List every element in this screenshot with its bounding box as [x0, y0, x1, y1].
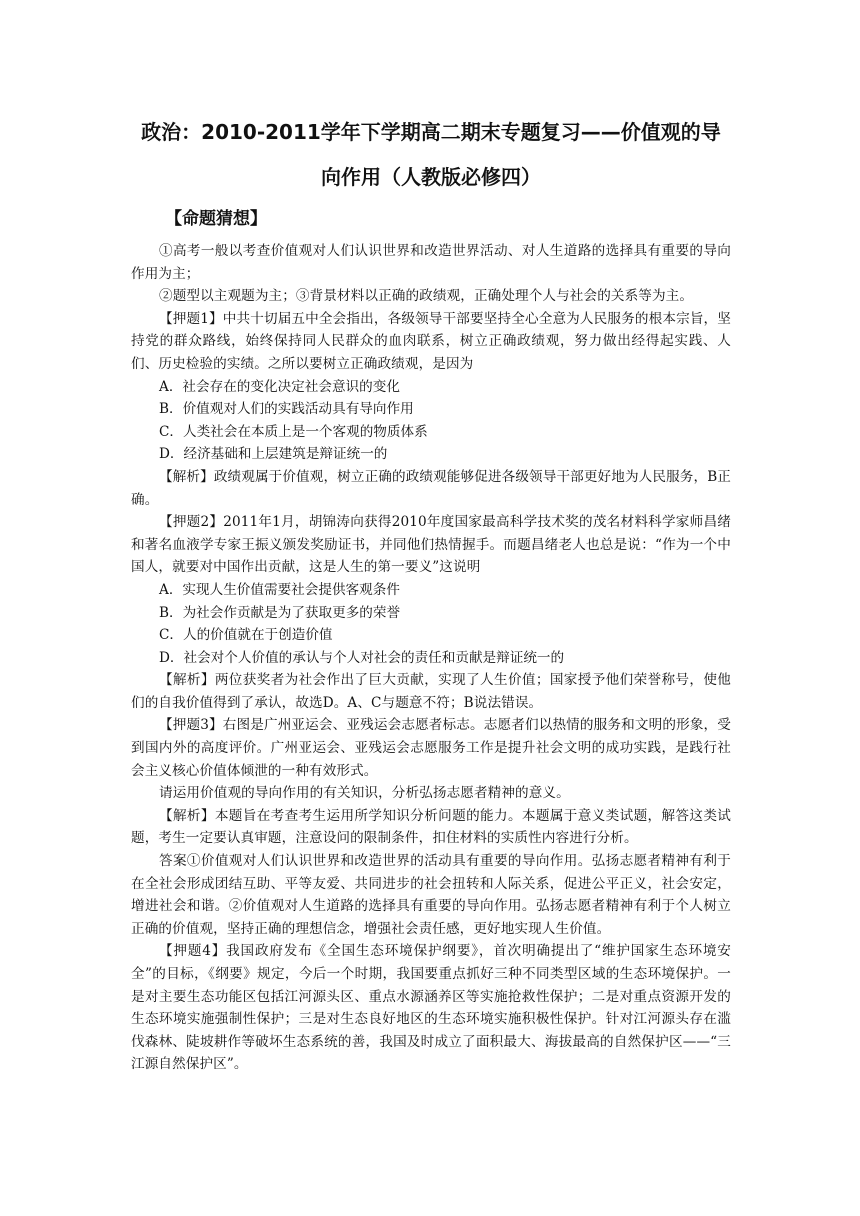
document-title-line-2: 向作用（人教版必修四） — [321, 165, 541, 189]
question-3-analysis-text: 本题旨在考查考生运用所学知识分析问题的能力。本题属于意义类试题，解答这类试题，考生一定要认真审题，注意设问的限制条件，扣住材料的实质性内容进行分析。 — [131, 807, 732, 847]
question-3-stem — [131, 714, 731, 782]
question-3-tag: 【押题3】 — [159, 717, 223, 734]
question-1-analysis-tag: 【解析】 — [159, 468, 214, 485]
question-2-text: 2011年1月，胡锦涛向获得2010年度国家最高科学技术奖的茂名材料科学家师昌绪和著名血液学专家王振义颁发奖励证书，并同他们热情握手。而题昌绪老人也总是说：“作为一个中国人，就要对中国作出贡献，这是人生的第一要义”这说明 — [131, 514, 731, 576]
question-4-text: 我国政府发布《全国生态环境保护纲要》，首次明确提出了“维护国家生态环境安全”的目标，《纲要》规定，今后一个时期，我国要重点抓好三种不同类型区域的生态环境保护。一是对主要生态功能区包括江河源头区、重点水源涵养区等实施抢救性保护；二是对重点资源开发的生态环境实施强制性保护；三是对生态良好地区的生态环境实施积极性保护。针对江河源头存在滥伐森林、陡坡耕作等破坏生态系统的善，我国及时成立了面积最大、海拔最高的自然保护区——“三江源自然保护区”。 — [131, 943, 731, 1073]
question-1-text: 中共十切届五中全会指出，各级领导干部要坚持全心全意为人民服务的根本宗旨，坚持党的群众路线，始终保持同人民群众的血肉联系，树立正确政绩观，努力做出经得起实践、人们、历史检验的实绩。之所以要树立正确政绩观，是因为 — [131, 310, 731, 372]
question-4-stem — [131, 940, 731, 1076]
question-2-option-c: C．人的价值就在于创造价值 — [159, 627, 333, 644]
question-1-analysis — [131, 466, 731, 511]
question-1-stem — [131, 308, 731, 376]
question-3-answer: 答案①价值观对人们认识世界和改造世界的活动具有重要的导向作用。弘扬志愿者精神有利于在全社会形成团结互助、平等友爱、共同进步的社会扭转和人际关系，促进公平正义，社会安定，增进社会和谐。②价值观对人生道路的选择具有重要的导向作用。弘扬志愿者精神有利于个人树立正确的价值观，坚持正确的理想信念，增强社会责任感，更好地实现人生价值。 — [131, 853, 731, 937]
intro-paragraph-2: ②题型以主观题为主；③背景材料以正确的政绩观，正确处理个人与社会的关系等为主。 — [159, 288, 694, 305]
question-2-option-d: D．社会对个人价值的承认与个人对社会的责任和贡献是辩证统一的 — [159, 649, 565, 666]
question-3-analysis-tag: 【解析】 — [159, 807, 215, 824]
question-1-option-a: A．社会存在的变化决定社会意识的变化 — [159, 378, 400, 395]
question-2-option-a: A．实现人生价值需要社会提供客观条件 — [159, 581, 400, 598]
question-1-tag: 【押题1】 — [159, 310, 223, 327]
question-1-option-b: B．价值观对人们的实践活动具有导向作用 — [159, 401, 414, 418]
question-1-option-d: D．经济基础和上层建筑是辩证统一的 — [159, 446, 388, 463]
question-3-analysis — [131, 805, 731, 850]
question-2-tag: 【押题2】 — [159, 514, 224, 531]
section-heading: 【命题猜想】 — [165, 209, 267, 229]
question-1-option-c: C．人类社会在本质上是一个客观的物质体系 — [159, 423, 428, 440]
question-2-stem — [131, 511, 731, 579]
document-page — [131, 110, 731, 1076]
question-2-option-b: B．为社会作贡献是为了获取更多的荣誉 — [159, 604, 401, 621]
question-4-tag: 【押题4】 — [159, 943, 227, 960]
document-title-line-1: 政治：2010-2011学年下学期高二期末专题复习——价值观的导 — [141, 120, 721, 144]
question-3-text: 右图是广州亚运会、亚残运会志愿者标志。志愿者们以热情的服务和文明的形象，受到国内外的高度评价。广州亚运会、亚残运会志愿服务工作是提升社会文明的成功实践，是践行社会主义核心价值体倾泄的一种有效形式。 — [131, 717, 731, 779]
question-3-prompt: 请运用价值观的导向作用的有关知识，分析弘扬志愿者精神的意义。 — [159, 785, 570, 802]
intro-paragraph-1: ①高考一般以考查价值观对人们认识世界和改造世界活动、对人生道路的选择具有重要的导向作用为主； — [131, 243, 731, 282]
question-2-analysis-text: 两位获奖者为社会作出了巨大贡献，实现了人生价值；国家授予他们荣誉称号，使他们的自我价值得到了承认，故选D。A、C与题意不符；B说法错误。 — [131, 672, 732, 711]
question-1-analysis-text: 政绩观属于价值观，树立正确的政绩观能够促进各级领导干部更好地为人民服务，B正确。 — [131, 468, 731, 508]
question-2-analysis-tag: 【解析】 — [159, 672, 215, 689]
question-2-analysis — [131, 669, 731, 714]
